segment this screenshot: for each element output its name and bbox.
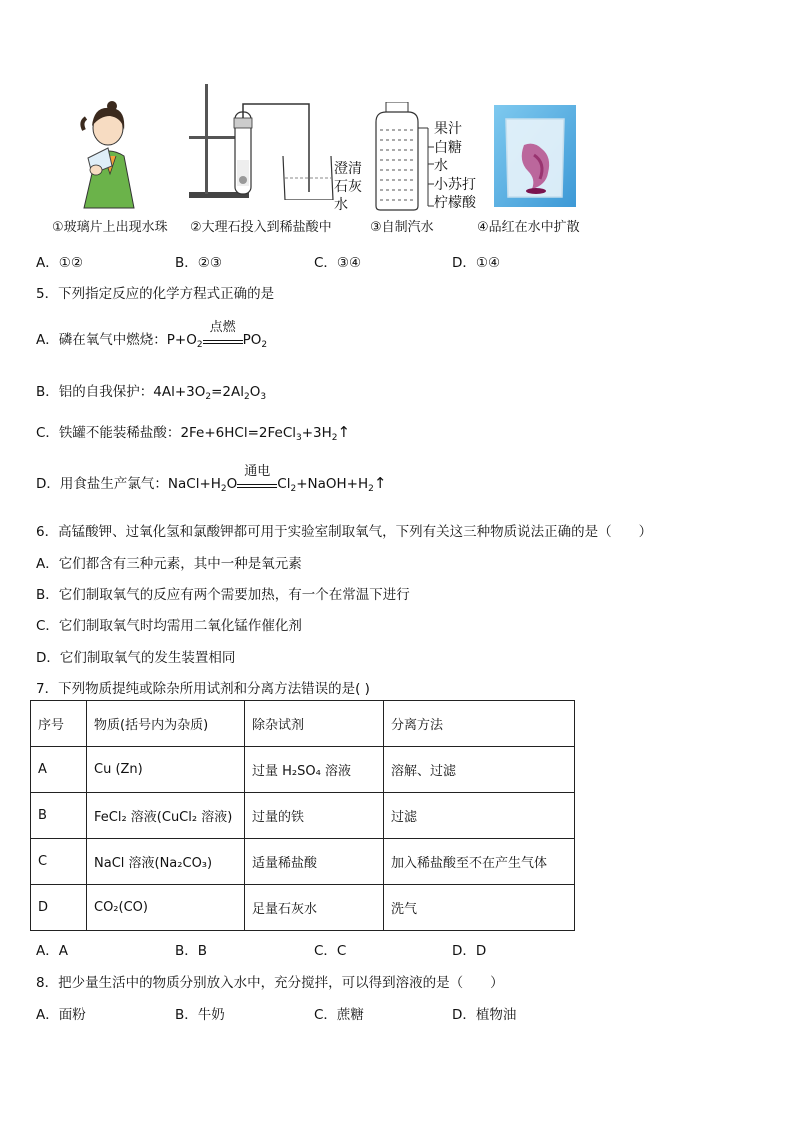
bottle-label: 小苏打 [434,176,476,193]
q4-option: D．①④ [452,255,501,271]
table-cell: 洗气 [384,885,575,931]
limewater-label [334,160,362,214]
table-header: 序号 [31,701,87,747]
q4-option: B．②③ [175,255,222,271]
q5-option-label: D．用食盐生产氯气： [36,476,168,492]
table-row [31,885,575,931]
equation: $P+O_2$ 点燃 $PO_2$ [167,332,267,348]
table-row [31,839,575,885]
bottle-label: 果汁 [434,121,462,137]
table-cell: 溶解、过滤 [384,747,575,793]
figure-caption: ④品红在水中扩散 [477,220,580,235]
table-row [31,747,575,793]
table-cell: D [31,885,87,931]
table-cell: 过滤 [384,793,575,839]
q6-stem: 6．高锰酸钾、过氧化氢和氯酸钾都可用于实验室制取氧气，下列有关这三种物质说法正确的是（ ） [36,524,653,540]
q8-stem: 8．把少量生活中的物质分别放入水中，充分搅拌，可以得到溶液的是（ ） [36,975,504,991]
table-header: 物质(括号内为杂质) [87,701,245,747]
q5-option-label: C．铁罐不能装稀盐酸： [36,425,181,441]
q8-option: A．面粉 [36,1007,86,1023]
marble-in-acid-apparatus-illustration [185,82,335,200]
homemade-soda-bottle-illustration [366,102,436,212]
q7-table [30,700,575,931]
q5-option-label: B．铝的自我保护： [36,384,154,400]
equation: $4Al+3O_2=2Al_2O_3$ [153,384,267,402]
equation: $2Fe+6HCl=2FeCl_3+3H_2↑$ [180,423,351,443]
table-header: 除杂试剂 [245,701,384,747]
table-cell: 加入稀盐酸至不在产生气体 [384,839,575,885]
reaction-condition: 点燃 [209,320,236,335]
q4-option: A．①② [36,255,83,271]
figure-caption: ③自制汽水 [370,220,434,235]
table-cell: 足量石灰水 [245,885,384,931]
table-header: 分离方法 [384,701,575,747]
table-cell: Cu (Zn) [87,747,245,793]
bottle-label: 柠檬酸 [434,195,476,211]
table-cell: B [31,793,87,839]
table-cell: C [31,839,87,885]
limewater-label-line: 澄清 [334,161,362,177]
q7-option: A．A [36,943,68,959]
table-cell: 过量 H₂SO₄ 溶液 [245,747,384,793]
q8-option: B．牛奶 [175,1007,225,1023]
limewater-label-line: 水 [334,197,348,213]
reaction-condition: 通电 [244,464,271,479]
q7-option: D．D [452,943,487,959]
q6-option: B．它们制取氧气的反应有两个需要加热，有一个在常温下进行 [36,587,410,603]
q5-option-a [36,320,268,350]
q6-option: C．它们制取氧气时均需用二氧化锰作催化剂 [36,618,302,634]
table-cell: FeCl₂ 溶液(CuCl₂ 溶液) [87,793,245,839]
table-cell: 过量的铁 [245,793,384,839]
bottle-label: 白糖 [434,139,462,156]
q5-option-d [36,464,387,494]
q7-option: C．C [314,943,347,959]
table-cell: NaCl 溶液(Na₂CO₃) [87,839,245,885]
q8-option: C．蔗糖 [314,1007,364,1023]
equation: $NaCl+H_2O$ 通电 $Cl_2+NaOH+H_2↑$ [168,476,387,492]
limewater-label-line: 石灰 [334,179,362,195]
table-cell: CO₂(CO) [87,885,245,931]
girl-breathing-on-glass-illustration [78,100,144,212]
q5-option-c [36,421,350,443]
table-row [31,793,575,839]
q7-stem: 7．下列物质提纯或除杂所用试剂和分离方法错误的是( ) [36,681,370,697]
figure-caption: ②大理石投入到稀盐酸中 [190,220,332,235]
bottle-labels [434,120,476,213]
q6-option: A．它们都含有三种元素，其中一种是氧元素 [36,556,302,572]
magenta-diffusion-beaker-photo [494,105,576,207]
table-header-row [31,701,575,747]
q5-stem: 5．下列指定反应的化学方程式正确的是 [36,286,275,302]
q4-option: C．③④ [314,255,362,271]
q7-option: B．B [175,943,208,959]
figure-caption: ①玻璃片上出现水珠 [52,220,168,235]
q8-option: D．植物油 [452,1007,517,1023]
q5-option-b [36,380,266,402]
table-cell: 适量稀盐酸 [245,839,384,885]
q6-option: D．它们制取氧气的发生装置相同 [36,650,236,666]
bottle-label: 水 [434,158,448,174]
q5-option-label: A．磷在氧气中燃烧： [36,332,167,348]
table-cell: A [31,747,87,793]
